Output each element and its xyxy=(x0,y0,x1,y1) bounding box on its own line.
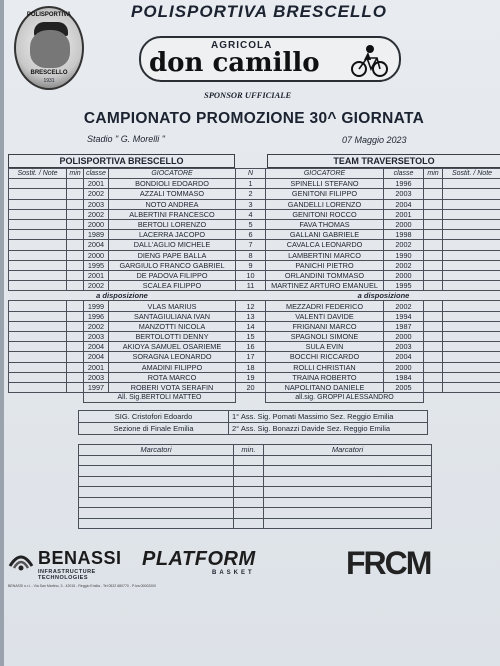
scorer-min-cell xyxy=(234,508,264,519)
crest-face xyxy=(30,30,70,68)
bench-row xyxy=(9,342,500,352)
away-notes-cell xyxy=(443,362,500,372)
away-min-cell xyxy=(424,332,443,342)
club-title: POLISPORTIVA BRESCELLO xyxy=(131,2,387,21)
home-year-cell: 2002 xyxy=(84,321,109,331)
away-year-cell: 2003 xyxy=(384,189,424,199)
shirt-number-cell: 5 xyxy=(236,219,266,229)
col-min-home: min xyxy=(67,169,84,179)
away-year-cell: 2005 xyxy=(384,382,424,392)
home-year-cell: 1995 xyxy=(84,260,109,270)
home-min-cell xyxy=(67,382,84,392)
away-notes-cell xyxy=(443,270,500,280)
shirt-number-cell: 11 xyxy=(236,281,266,291)
home-player-cell: GARGIULO FRANCO GABRIEL xyxy=(109,260,236,270)
home-player-cell: DALL'AGLIO MICHELE xyxy=(109,240,236,250)
sponsor-top-text: AGRICOLA xyxy=(211,40,273,51)
away-player-cell: VALENTI DAVIDE xyxy=(266,311,384,321)
home-min-cell xyxy=(67,230,84,240)
scorer-row xyxy=(79,487,432,498)
away-year-cell: 2001 xyxy=(384,209,424,219)
home-year-cell: 2001 xyxy=(84,270,109,280)
scorers-min-label: min. xyxy=(234,445,264,456)
away-player-cell: GANDELLI LORENZO xyxy=(266,199,384,209)
coach-row-group xyxy=(9,393,500,403)
away-min-cell xyxy=(424,372,443,382)
shirt-number-cell: 9 xyxy=(236,260,266,270)
bench-header xyxy=(9,291,500,301)
assistant-2: 2° Ass. Sig. Bonazzi Davide Sez. Reggio Emilia xyxy=(229,423,428,435)
home-min-cell xyxy=(67,332,84,342)
home-player-cell: AKIOYA SAMUEL OSARIEME xyxy=(109,342,236,352)
shirt-number-cell: 1 xyxy=(236,179,266,189)
away-year-cell: 1987 xyxy=(384,321,424,331)
away-min-cell xyxy=(424,199,443,209)
away-min-cell xyxy=(424,219,443,229)
home-player-cell: SORAGNA LEONARDO xyxy=(109,352,236,362)
starter-row xyxy=(9,209,500,219)
away-notes-cell xyxy=(443,301,500,311)
crest-top-text: POLISPORTIVA xyxy=(26,12,72,18)
away-notes-cell xyxy=(443,230,500,240)
away-min-cell xyxy=(424,209,443,219)
scorer-min-cell xyxy=(234,487,264,498)
shirt-number-cell: 18 xyxy=(236,362,266,372)
away-notes-cell xyxy=(443,219,500,229)
home-year-cell: 2003 xyxy=(84,372,109,382)
away-year-cell: 2000 xyxy=(384,219,424,229)
away-year-cell: 2002 xyxy=(384,240,424,250)
away-min-cell xyxy=(424,250,443,260)
away-year-cell: 1996 xyxy=(384,179,424,189)
scorer-right-cell xyxy=(264,487,432,498)
away-year-cell: 1994 xyxy=(384,311,424,321)
scorer-left-cell xyxy=(79,487,234,498)
shirt-number-cell: 6 xyxy=(236,230,266,240)
away-notes-cell xyxy=(443,281,500,291)
away-min-cell xyxy=(424,230,443,240)
stadium-label: Stadio " G. Morelli " xyxy=(87,134,165,144)
home-player-cell: BONDIOLI EDOARDO xyxy=(109,179,236,189)
home-year-cell: 2003 xyxy=(84,332,109,342)
scorer-left-cell xyxy=(79,518,234,529)
home-year-cell: 2004 xyxy=(84,240,109,250)
frcm-logo xyxy=(342,544,442,580)
bicycle-icon xyxy=(349,44,389,78)
bench-row xyxy=(9,352,500,362)
away-notes-cell xyxy=(443,372,500,382)
referee-section: Sezione di Finale Emilia xyxy=(79,423,229,435)
away-min-cell xyxy=(424,311,443,321)
sponsor-caption: SPONSOR UFFICIALE xyxy=(204,90,292,100)
shirt-number-cell: 2 xyxy=(236,189,266,199)
shirt-number-cell: 19 xyxy=(236,372,266,382)
benassi-logo xyxy=(8,544,138,584)
starter-row xyxy=(9,250,500,260)
away-player-cell: FAVA THOMAS xyxy=(266,219,384,229)
home-notes-cell xyxy=(9,270,67,280)
home-notes-cell xyxy=(9,230,67,240)
frcm-name: FRCM xyxy=(346,545,431,580)
starter-row xyxy=(9,199,500,209)
home-notes-cell xyxy=(9,281,67,291)
home-min-cell xyxy=(67,281,84,291)
home-notes-cell xyxy=(9,219,67,229)
col-number: N xyxy=(236,169,266,179)
starter-row xyxy=(9,281,500,291)
away-player-cell: PANICHI PIETRO xyxy=(266,260,384,270)
home-player-cell: MANZOTTI NICOLA xyxy=(109,321,236,331)
home-year-cell: 2004 xyxy=(84,352,109,362)
home-min-cell xyxy=(67,179,84,189)
home-notes-cell xyxy=(9,189,67,199)
home-year-cell: 1989 xyxy=(84,230,109,240)
home-player-cell: SANTAGIULIANA IVAN xyxy=(109,311,236,321)
home-year-cell: 2000 xyxy=(84,250,109,260)
club-crest-logo xyxy=(14,6,84,90)
scorer-min-cell xyxy=(234,497,264,508)
home-min-cell xyxy=(67,270,84,280)
shirt-number-cell: 13 xyxy=(236,311,266,321)
home-min-cell xyxy=(67,199,84,209)
away-player-cell: ROLLI CHRISTIAN xyxy=(266,362,384,372)
away-team-name: TEAM TRAVERSETOLO xyxy=(267,154,500,168)
bench-row xyxy=(9,311,500,321)
platform-name: PLATFORM xyxy=(142,548,256,570)
away-year-cell: 2000 xyxy=(384,270,424,280)
away-year-cell: 2000 xyxy=(384,332,424,342)
away-coach: all.sig. GROPPI ALESSANDRO xyxy=(266,393,424,403)
away-min-cell xyxy=(424,189,443,199)
shirt-number-cell: 20 xyxy=(236,382,266,392)
home-notes-cell xyxy=(9,311,67,321)
away-player-cell: BOCCHI RICCARDO xyxy=(266,352,384,362)
home-player-cell: LACERRA JACOPO xyxy=(109,230,236,240)
scorer-min-cell xyxy=(234,476,264,487)
away-min-cell xyxy=(424,281,443,291)
assistant-1: 1° Ass. Sig. Pomati Massimo Sez. Reggio Emilia xyxy=(229,411,428,423)
referees-table xyxy=(78,410,428,435)
away-min-cell xyxy=(424,240,443,250)
home-player-cell: AZZALI TOMMASO xyxy=(109,189,236,199)
home-notes-cell xyxy=(9,301,67,311)
roster-table xyxy=(8,168,500,403)
coach-row xyxy=(9,393,500,403)
bench-rows xyxy=(9,301,500,393)
home-year-cell: 2002 xyxy=(84,189,109,199)
away-min-cell xyxy=(424,382,443,392)
scorer-min-cell xyxy=(234,466,264,477)
starter-row xyxy=(9,230,500,240)
sponsor-name: don camillo xyxy=(149,48,320,78)
bench-row xyxy=(9,301,500,311)
away-player-cell: SULA EVIN xyxy=(266,342,384,352)
away-min-cell xyxy=(424,179,443,189)
home-min-cell xyxy=(67,240,84,250)
home-notes-cell xyxy=(9,352,67,362)
home-player-cell: NOTO ANDREA xyxy=(109,199,236,209)
crest-year: 1931 xyxy=(43,78,55,84)
platform-subtitle: BASKET xyxy=(212,570,255,576)
away-notes-cell xyxy=(443,189,500,199)
home-min-cell xyxy=(67,321,84,331)
bench-row xyxy=(9,382,500,392)
scorer-min-cell xyxy=(234,455,264,466)
scorer-left-cell xyxy=(79,466,234,477)
home-notes-cell xyxy=(9,332,67,342)
starter-row xyxy=(9,219,500,229)
away-player-cell: FRIGNANI MARCO xyxy=(266,321,384,331)
home-team-name: POLISPORTIVA BRESCELLO xyxy=(8,154,235,168)
away-year-cell: 2002 xyxy=(384,301,424,311)
shirt-number-cell: 14 xyxy=(236,321,266,331)
away-player-cell: LAMBERTINI MARCO xyxy=(266,250,384,260)
away-player-cell: GALLANI GABRIELE xyxy=(266,230,384,240)
scorer-min-cell xyxy=(234,518,264,529)
col-notes-home: Sostit. / Note xyxy=(9,169,67,179)
bench-label-row xyxy=(9,291,500,301)
home-player-cell: ROBERI VOTA SERAFIN xyxy=(109,382,236,392)
scorer-left-cell xyxy=(79,508,234,519)
crest-bottom-text: BRESCELLO xyxy=(30,70,68,76)
home-year-cell: 2001 xyxy=(84,362,109,372)
home-year-cell: 2004 xyxy=(84,342,109,352)
starter-row xyxy=(9,179,500,189)
home-notes-cell xyxy=(9,260,67,270)
shirt-number-cell: 7 xyxy=(236,240,266,250)
col-year-away: classe xyxy=(384,169,424,179)
home-notes-cell xyxy=(9,179,67,189)
away-notes-cell xyxy=(443,209,500,219)
away-year-cell: 2004 xyxy=(384,352,424,362)
referee-row-2 xyxy=(79,423,428,435)
away-player-cell: ORLANDINI TOMMASO xyxy=(266,270,384,280)
scorer-left-cell xyxy=(79,455,234,466)
home-notes-cell xyxy=(9,362,67,372)
shirt-number-cell: 16 xyxy=(236,342,266,352)
bench-label-home: a disposizione xyxy=(96,291,148,301)
away-min-cell xyxy=(424,321,443,331)
scorer-row xyxy=(79,518,432,529)
home-notes-cell xyxy=(9,372,67,382)
home-min-cell xyxy=(67,219,84,229)
scorer-right-cell xyxy=(264,455,432,466)
home-notes-cell xyxy=(9,321,67,331)
home-min-cell xyxy=(67,352,84,362)
benassi-address: BENASSI s.r.l. - Via San Martino, 3 - 42015 - Reggio Emilia - Tel 0522 680770 - P.Iva 00002000 xyxy=(8,584,157,588)
home-player-cell: DIENG PAPE BALLA xyxy=(109,250,236,260)
away-notes-cell xyxy=(443,352,500,362)
away-player-cell: TRAINA ROBERTO xyxy=(266,372,384,382)
home-notes-cell xyxy=(9,240,67,250)
shirt-number-cell: 4 xyxy=(236,209,266,219)
col-player-away: GIOCATORE xyxy=(266,169,384,179)
col-year-home: classe xyxy=(84,169,109,179)
starter-row xyxy=(9,189,500,199)
home-player-cell: DE PADOVA FILIPPO xyxy=(109,270,236,280)
home-player-cell: SCALEA FILIPPO xyxy=(109,281,236,291)
scorer-row xyxy=(79,508,432,519)
away-min-cell xyxy=(424,260,443,270)
roster-header-row xyxy=(9,169,500,179)
shirt-number-cell: 3 xyxy=(236,199,266,209)
scorer-left-cell xyxy=(79,497,234,508)
shirt-number-cell: 10 xyxy=(236,270,266,280)
away-notes-cell xyxy=(443,332,500,342)
home-min-cell xyxy=(67,250,84,260)
away-notes-cell xyxy=(443,342,500,352)
col-player-home: GIOCATORE xyxy=(109,169,236,179)
home-year-cell: 2002 xyxy=(84,281,109,291)
starters-rows xyxy=(9,179,500,291)
shirt-number-cell: 17 xyxy=(236,352,266,362)
away-notes-cell xyxy=(443,321,500,331)
bench-label-away: a disposizione xyxy=(357,291,410,301)
scorer-row xyxy=(79,455,432,466)
away-player-cell: GENITONI FILIPPO xyxy=(266,189,384,199)
away-notes-cell xyxy=(443,199,500,209)
away-player-cell: CAVALCA LEONARDO xyxy=(266,240,384,250)
scorer-right-cell xyxy=(264,497,432,508)
home-player-cell: BERTOLOTTI DENNY xyxy=(109,332,236,342)
sponsor-logo xyxy=(139,36,401,82)
shirt-number-cell: 12 xyxy=(236,301,266,311)
scorers-table xyxy=(78,444,432,529)
starter-row xyxy=(9,240,500,250)
col-min-away: min xyxy=(424,169,443,179)
referee-row-1 xyxy=(79,411,428,423)
away-min-cell xyxy=(424,352,443,362)
scorers-left-label: Marcatori xyxy=(79,445,234,456)
shirt-number-cell: 15 xyxy=(236,332,266,342)
home-year-cell: 2003 xyxy=(84,199,109,209)
away-year-cell: 1998 xyxy=(384,230,424,240)
away-notes-cell xyxy=(443,250,500,260)
home-min-cell xyxy=(67,342,84,352)
footer-sponsors xyxy=(4,540,500,600)
away-year-cell: 2000 xyxy=(384,362,424,372)
away-year-cell: 2002 xyxy=(384,260,424,270)
home-min-cell xyxy=(67,372,84,382)
platform-basket-logo xyxy=(142,546,282,586)
home-player-cell: VLAS MARIUS xyxy=(109,301,236,311)
home-notes-cell xyxy=(9,199,67,209)
scorer-row xyxy=(79,476,432,487)
scorer-left-cell xyxy=(79,476,234,487)
home-player-cell: BERTOLI LORENZO xyxy=(109,219,236,229)
home-min-cell xyxy=(67,311,84,321)
home-year-cell: 2000 xyxy=(84,219,109,229)
scorers-right-label: Marcatori xyxy=(264,445,432,456)
scorers-rows xyxy=(79,455,432,529)
home-player-cell: ROTA MARCO xyxy=(109,372,236,382)
scorer-right-cell xyxy=(264,518,432,529)
away-notes-cell xyxy=(443,311,500,321)
home-notes-cell xyxy=(9,209,67,219)
home-notes-cell xyxy=(9,342,67,352)
benassi-name: BENASSI xyxy=(38,548,122,568)
away-min-cell xyxy=(424,270,443,280)
away-min-cell xyxy=(424,342,443,352)
bench-row xyxy=(9,332,500,342)
away-player-cell: GENITONI ROCCO xyxy=(266,209,384,219)
home-min-cell xyxy=(67,260,84,270)
scorer-row xyxy=(79,497,432,508)
home-notes-cell xyxy=(9,250,67,260)
home-year-cell: 2001 xyxy=(84,179,109,189)
away-player-cell: SPINELLI STEFANO xyxy=(266,179,384,189)
away-year-cell: 1995 xyxy=(384,281,424,291)
home-min-cell xyxy=(67,362,84,372)
away-player-cell: NAPOLITANO DANIELE xyxy=(266,382,384,392)
starter-row xyxy=(9,260,500,270)
home-coach: All. Sig.BERTOLI MATTEO xyxy=(84,393,236,403)
col-notes-away: Sostit. / Note xyxy=(443,169,500,179)
scorer-right-cell xyxy=(264,466,432,477)
home-year-cell: 1996 xyxy=(84,311,109,321)
home-year-cell: 1997 xyxy=(84,382,109,392)
scorer-right-cell xyxy=(264,476,432,487)
bench-row xyxy=(9,321,500,331)
starter-row xyxy=(9,270,500,280)
benassi-subtitle: INFRASTRUCTURE TECHNOLOGIES xyxy=(38,569,96,581)
away-year-cell: 2003 xyxy=(384,342,424,352)
scorers-header-row xyxy=(79,445,432,456)
home-min-cell xyxy=(67,189,84,199)
shirt-number-cell: 8 xyxy=(236,250,266,260)
championship-title: CAMPIONATO PROMOZIONE 30^ GIORNATA xyxy=(83,110,425,127)
away-year-cell: 2004 xyxy=(384,199,424,209)
away-notes-cell xyxy=(443,179,500,189)
away-min-cell xyxy=(424,301,443,311)
home-notes-cell xyxy=(9,382,67,392)
home-year-cell: 2002 xyxy=(84,209,109,219)
away-notes-cell xyxy=(443,260,500,270)
away-min-cell xyxy=(424,362,443,372)
home-player-cell: AMADINI FILIPPO xyxy=(109,362,236,372)
home-player-cell: ALBERTINI FRANCESCO xyxy=(109,209,236,219)
away-notes-cell xyxy=(443,240,500,250)
scorer-row xyxy=(79,466,432,477)
away-year-cell: 1984 xyxy=(384,372,424,382)
away-player-cell: MEZZADRI FEDERICO xyxy=(266,301,384,311)
home-year-cell: 1999 xyxy=(84,301,109,311)
bench-row xyxy=(9,372,500,382)
match-date: 07 Maggio 2023 xyxy=(342,135,407,145)
home-min-cell xyxy=(67,301,84,311)
referee-main: SIG. Cristofori Edoardo xyxy=(79,411,229,423)
away-player-cell: MARTINEZ ARTURO EMANUEL xyxy=(266,281,384,291)
bench-row xyxy=(9,362,500,372)
away-year-cell: 1990 xyxy=(384,250,424,260)
benassi-mark-icon xyxy=(8,546,34,572)
away-player-cell: SPAGNOLI SIMONE xyxy=(266,332,384,342)
scorer-right-cell xyxy=(264,508,432,519)
away-notes-cell xyxy=(443,382,500,392)
home-min-cell xyxy=(67,209,84,219)
